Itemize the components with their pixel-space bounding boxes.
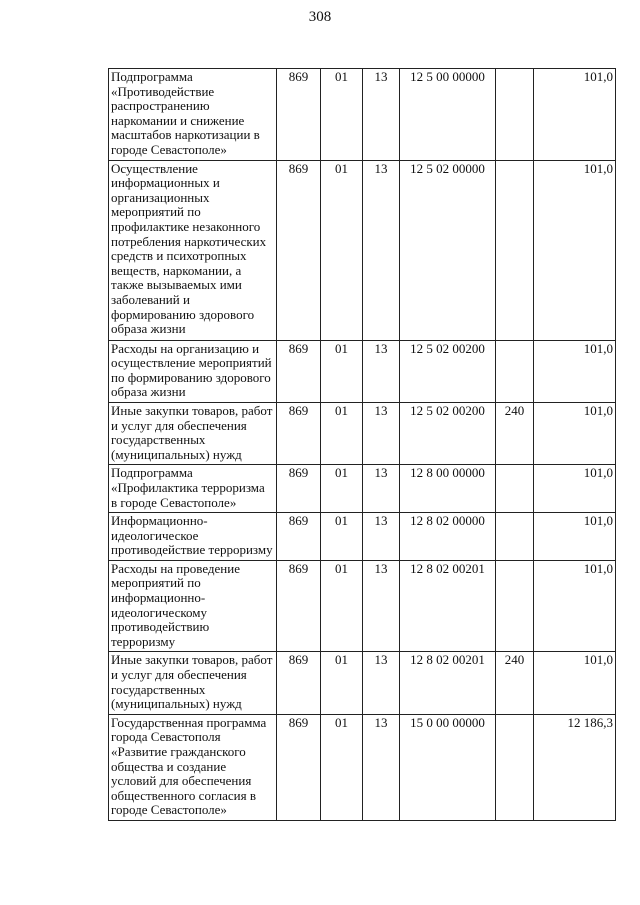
target-article-cell: 15 0 00 00000 [400,714,496,820]
gr-code-cell: 869 [277,69,321,161]
expense-type-cell: 240 [496,402,534,464]
row-name-cell: Иные закупки товаров, работ и услуг для обеспечения государственных (муниципальных) нужд [109,402,277,464]
row-name-cell: Иные закупки товаров, работ и услуг для обеспечения государственных (муниципальных) нужд [109,652,277,714]
target-article-cell: 12 5 00 00000 [400,69,496,161]
amount-cell: 12 186,3 [534,714,616,820]
subsection-code-cell: 13 [363,465,400,513]
gr-code-cell: 869 [277,652,321,714]
gr-code-cell: 869 [277,160,321,340]
amount-cell: 101,0 [534,69,616,161]
subsection-code-cell: 13 [363,652,400,714]
gr-code-cell: 869 [277,465,321,513]
subsection-code-cell: 13 [363,340,400,402]
target-article-cell: 12 8 02 00000 [400,513,496,561]
amount-cell: 101,0 [534,652,616,714]
expense-type-cell: 240 [496,652,534,714]
amount-cell: 101,0 [534,160,616,340]
gr-code-cell: 869 [277,513,321,561]
section-code-cell: 01 [321,465,363,513]
row-name-cell: Подпрограмма «Профилактика терроризма в городе Севастополе» [109,465,277,513]
amount-cell: 101,0 [534,340,616,402]
table-row [109,513,616,561]
subsection-code-cell: 13 [363,69,400,161]
expense-type-cell [496,160,534,340]
row-name-cell: Расходы на организацию и осуществление мероприятий по формированию здорового образа жизни [109,340,277,402]
subsection-code-cell: 13 [363,560,400,652]
table-row [109,69,616,161]
section-code-cell: 01 [321,652,363,714]
amount-cell: 101,0 [534,465,616,513]
subsection-code-cell: 13 [363,160,400,340]
gr-code-cell: 869 [277,402,321,464]
section-code-cell: 01 [321,69,363,161]
expense-type-cell [496,465,534,513]
expense-type-cell [496,340,534,402]
table-row [109,402,616,464]
row-name-cell: Информационно-идеологическое противодействие терроризму [109,513,277,561]
expense-type-cell [496,513,534,561]
target-article-cell: 12 5 02 00000 [400,160,496,340]
gr-code-cell: 869 [277,560,321,652]
target-article-cell: 12 5 02 00200 [400,340,496,402]
row-name-cell: Осуществление информационных и организационных мероприятий по профилактике незаконного потребления наркотических средств и психотропных веществ, наркомании, а также вызываемых ими заболеваний и формированию здорового образа жизни [109,160,277,340]
table-row [109,340,616,402]
page-number: 308 [308,9,332,25]
subsection-code-cell: 13 [363,402,400,464]
table-row [109,160,616,340]
expense-type-cell [496,560,534,652]
budget-table [108,68,616,821]
section-code-cell: 01 [321,560,363,652]
amount-cell: 101,0 [534,513,616,561]
row-name-cell: Расходы на проведение мероприятий по информационно-идеологическому противодействию терроризму [109,560,277,652]
target-article-cell: 12 8 02 00201 [400,560,496,652]
subsection-code-cell: 13 [363,714,400,820]
target-article-cell: 12 8 02 00201 [400,652,496,714]
section-code-cell: 01 [321,340,363,402]
expense-type-cell [496,714,534,820]
gr-code-cell: 869 [277,714,321,820]
section-code-cell: 01 [321,402,363,464]
section-code-cell: 01 [321,714,363,820]
section-code-cell: 01 [321,513,363,561]
table-row [109,714,616,820]
table-row [109,560,616,652]
row-name-cell: Подпрограмма «Противодействие распространению наркомании и снижение масштабов наркотизации в городе Севастополе» [109,69,277,161]
gr-code-cell: 869 [277,340,321,402]
amount-cell: 101,0 [534,560,616,652]
table-row [109,652,616,714]
target-article-cell: 12 5 02 00200 [400,402,496,464]
table-row [109,465,616,513]
section-code-cell: 01 [321,160,363,340]
amount-cell: 101,0 [534,402,616,464]
subsection-code-cell: 13 [363,513,400,561]
expense-type-cell [496,69,534,161]
target-article-cell: 12 8 00 00000 [400,465,496,513]
row-name-cell: Государственная программа города Севастополя «Развитие гражданского общества и создание условий для обеспечения общественного согласия в городе Севастополе» [109,714,277,820]
